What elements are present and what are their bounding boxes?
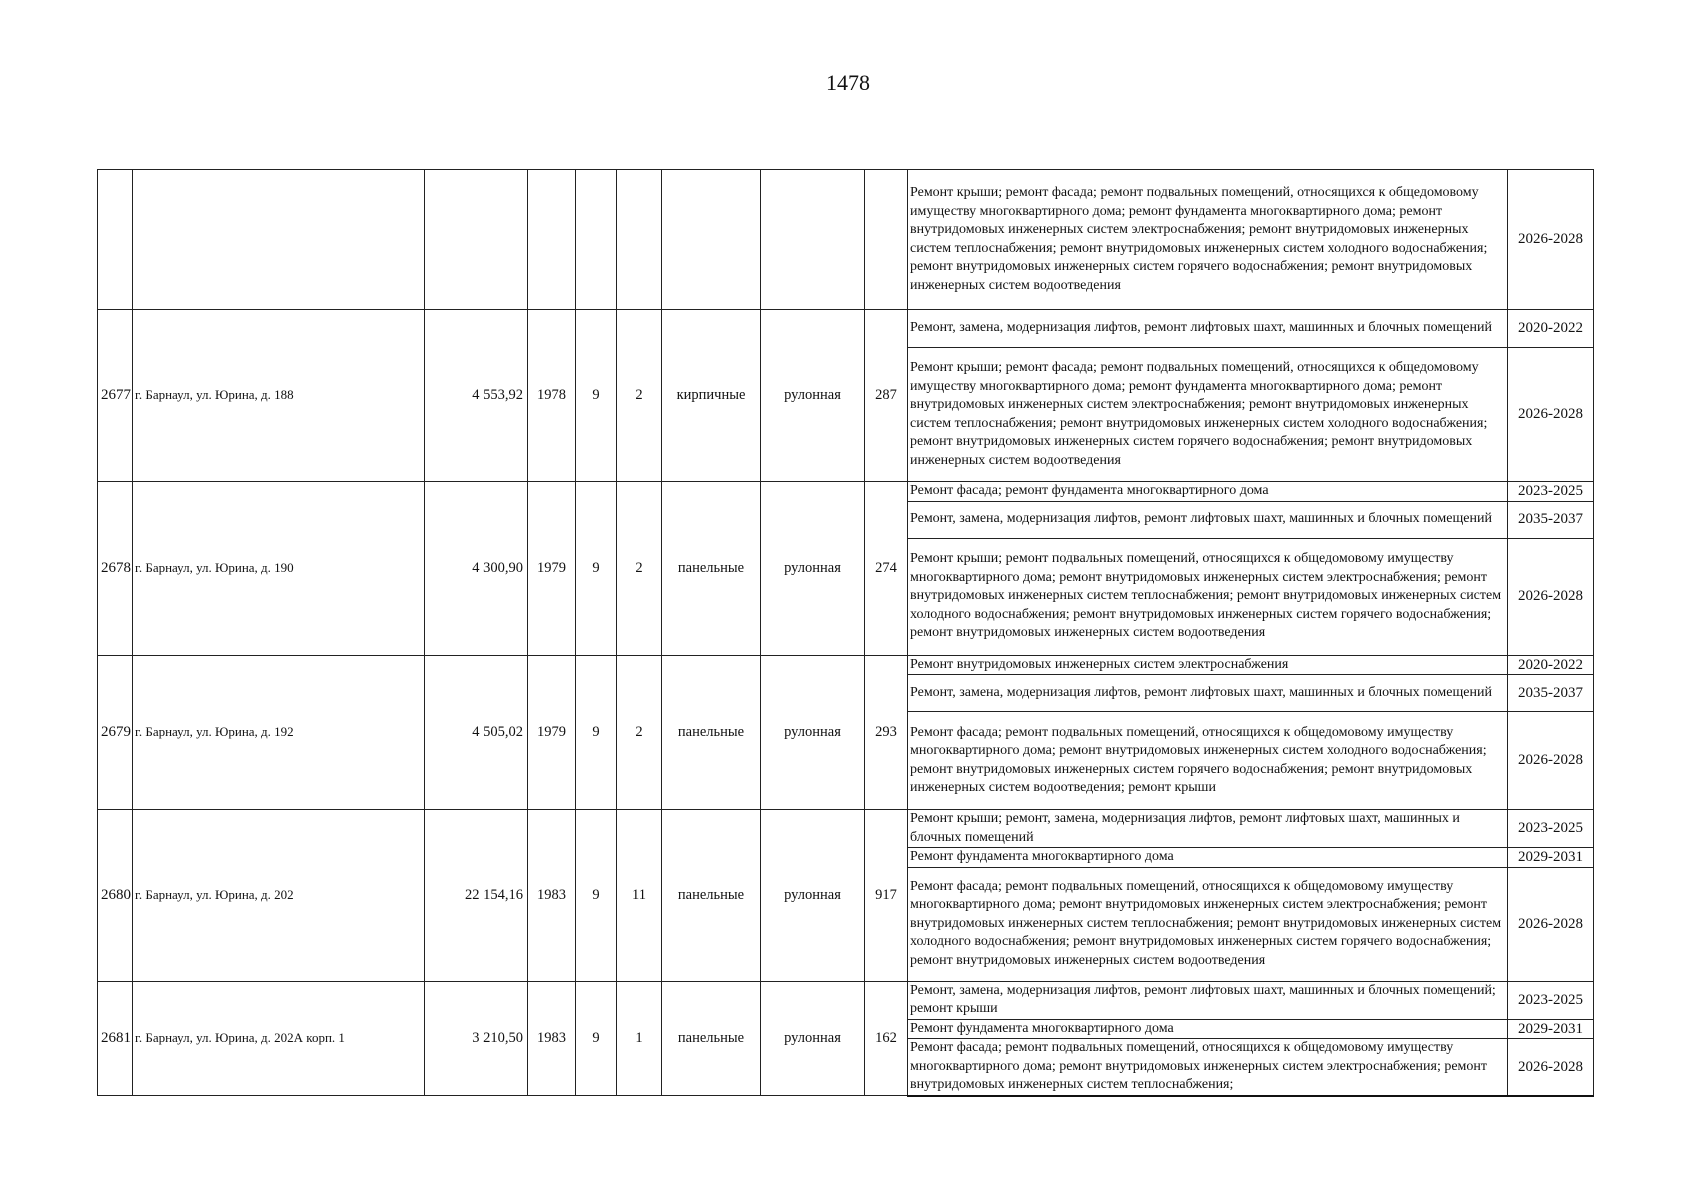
row-number: 2679	[98, 655, 133, 810]
total-area: 4 505,02	[425, 655, 528, 810]
work-description: Ремонт крыши; ремонт фасада; ремонт подвальных помещений, относящихся к общедомовому имуществу многоквартирного дома; ремонт фундамента многоквартирного дома; ремонт внутридомовых инженерных систем электроснабжения; ремонт внутридомовых инженерных систем теплоснабжения; ремонт внутридомовых инженерных систем холодного водоснабжения; ремонт внутридомовых инженерных систем горячего водоснабжения; ремонт внутридомовых инженерных систем водоотведения	[908, 348, 1508, 482]
residents: 917	[865, 810, 908, 982]
work-period: 2026-2028	[1508, 712, 1594, 810]
table-row	[98, 482, 1594, 502]
entrances: 2	[617, 310, 662, 482]
work-description: Ремонт, замена, модернизация лифтов, ремонт лифтовых шахт, машинных и блочных помещений	[908, 675, 1508, 712]
table-row	[98, 981, 1594, 1019]
floors: 9	[576, 482, 617, 656]
row-number	[98, 170, 133, 310]
work-period: 2023-2025	[1508, 810, 1594, 848]
work-period: 2026-2028	[1508, 867, 1594, 981]
work-description: Ремонт, замена, модернизация лифтов, ремонт лифтовых шахт, машинных и блочных помещений	[908, 310, 1508, 348]
work-description: Ремонт фасада; ремонт подвальных помещений, относящихся к общедомовому имуществу многоквартирного дома; ремонт внутридомовых инженерных систем электроснабжения; ремонт внутридомовых инженерных систем теплоснабжения;	[908, 1039, 1508, 1096]
roof-type: рулонная	[761, 482, 865, 656]
year-built: 1979	[528, 655, 576, 810]
row-number: 2680	[98, 810, 133, 982]
address: г. Барнаул, ул. Юрина, д. 202	[133, 810, 425, 982]
entrances: 1	[617, 981, 662, 1096]
work-description: Ремонт крыши; ремонт подвальных помещений, относящихся к общедомовому имуществу многоквартирного дома; ремонт внутридомовых инженерных систем электроснабжения; ремонт внутридомовых инженерных систем теплоснабжения; ремонт внутридомовых инженерных систем холодного водоснабжения; ремонт внутридомовых инженерных систем горячего водоснабжения; ремонт внутридомовых инженерных систем водоотведения	[908, 538, 1508, 655]
address: г. Барнаул, ул. Юрина, д. 190	[133, 482, 425, 656]
total-area	[425, 170, 528, 310]
work-period: 2035-2037	[1508, 501, 1594, 538]
roof-type: рулонная	[761, 655, 865, 810]
wall-material: кирпичные	[662, 310, 761, 482]
roof-type: рулонная	[761, 810, 865, 982]
work-period: 2020-2022	[1508, 310, 1594, 348]
total-area: 3 210,50	[425, 981, 528, 1096]
work-period: 2026-2028	[1508, 1039, 1594, 1096]
entrances: 11	[617, 810, 662, 982]
table-row	[98, 310, 1594, 348]
wall-material: панельные	[662, 482, 761, 656]
work-description: Ремонт фундамента многоквартирного дома	[908, 1019, 1508, 1039]
total-area: 22 154,16	[425, 810, 528, 982]
table-row	[98, 655, 1594, 675]
row-number: 2681	[98, 981, 133, 1096]
housing-register-table	[97, 169, 1594, 1097]
residents: 274	[865, 482, 908, 656]
row-number: 2678	[98, 482, 133, 656]
wall-material: панельные	[662, 981, 761, 1096]
floors: 9	[576, 810, 617, 982]
year-built: 1983	[528, 810, 576, 982]
work-description: Ремонт, замена, модернизация лифтов, ремонт лифтовых шахт, машинных и блочных помещений	[908, 501, 1508, 538]
floors: 9	[576, 655, 617, 810]
address: г. Барнаул, ул. Юрина, д. 188	[133, 310, 425, 482]
total-area: 4 300,90	[425, 482, 528, 656]
row-number: 2677	[98, 310, 133, 482]
work-period: 2026-2028	[1508, 538, 1594, 655]
work-period: 2035-2037	[1508, 675, 1594, 712]
work-description: Ремонт фундамента многоквартирного дома	[908, 848, 1508, 868]
work-period: 2026-2028	[1508, 170, 1594, 310]
year-built: 1983	[528, 981, 576, 1096]
residents: 287	[865, 310, 908, 482]
residents: 293	[865, 655, 908, 810]
work-description: Ремонт крыши; ремонт, замена, модернизация лифтов, ремонт лифтовых шахт, машинных и блочных помещений	[908, 810, 1508, 848]
address: г. Барнаул, ул. Юрина, д. 202А корп. 1	[133, 981, 425, 1096]
address	[133, 170, 425, 310]
work-period: 2020-2022	[1508, 655, 1594, 675]
table-row	[98, 170, 1594, 310]
work-description: Ремонт фасада; ремонт подвальных помещений, относящихся к общедомовому имуществу многоквартирного дома; ремонт внутридомовых инженерных систем холодного водоснабжения; ремонт внутридомовых инженерных систем горячего водоснабжения; ремонт внутридомовых инженерных систем водоотведения; ремонт крыши	[908, 712, 1508, 810]
work-description: Ремонт фасада; ремонт подвальных помещений, относящихся к общедомовому имуществу многоквартирного дома; ремонт внутридомовых инженерных систем электроснабжения; ремонт внутридомовых инженерных систем теплоснабжения; ремонт внутридомовых инженерных систем холодного водоснабжения; ремонт внутридомовых инженерных систем горячего водоснабжения; ремонт внутридомовых инженерных систем водоотведения	[908, 867, 1508, 981]
work-period: 2023-2025	[1508, 981, 1594, 1019]
total-area: 4 553,92	[425, 310, 528, 482]
wall-material: панельные	[662, 810, 761, 982]
year-built	[528, 170, 576, 310]
work-description: Ремонт фасада; ремонт фундамента многоквартирного дома	[908, 482, 1508, 502]
year-built: 1978	[528, 310, 576, 482]
roof-type: рулонная	[761, 310, 865, 482]
entrances: 2	[617, 482, 662, 656]
work-period: 2029-2031	[1508, 1019, 1594, 1039]
roof-type	[761, 170, 865, 310]
table-row	[98, 810, 1594, 848]
work-period: 2029-2031	[1508, 848, 1594, 868]
residents	[865, 170, 908, 310]
floors: 9	[576, 981, 617, 1096]
wall-material	[662, 170, 761, 310]
residents: 162	[865, 981, 908, 1096]
work-description: Ремонт, замена, модернизация лифтов, ремонт лифтовых шахт, машинных и блочных помещений; ремонт крыши	[908, 981, 1508, 1019]
year-built: 1979	[528, 482, 576, 656]
entrances: 2	[617, 655, 662, 810]
work-period: 2023-2025	[1508, 482, 1594, 502]
floors	[576, 170, 617, 310]
work-description: Ремонт крыши; ремонт фасада; ремонт подвальных помещений, относящихся к общедомовому имуществу многоквартирного дома; ремонт фундамента многоквартирного дома; ремонт внутридомовых инженерных систем электроснабжения; ремонт внутридомовых инженерных систем теплоснабжения; ремонт внутридомовых инженерных систем холодного водоснабжения; ремонт внутридомовых инженерных систем горячего водоснабжения; ремонт внутридомовых инженерных систем водоотведения	[908, 170, 1508, 310]
page-number: 1478	[826, 70, 870, 95]
wall-material: панельные	[662, 655, 761, 810]
floors: 9	[576, 310, 617, 482]
work-description: Ремонт внутридомовых инженерных систем электроснабжения	[908, 655, 1508, 675]
address: г. Барнаул, ул. Юрина, д. 192	[133, 655, 425, 810]
entrances	[617, 170, 662, 310]
work-period: 2026-2028	[1508, 348, 1594, 482]
roof-type: рулонная	[761, 981, 865, 1096]
